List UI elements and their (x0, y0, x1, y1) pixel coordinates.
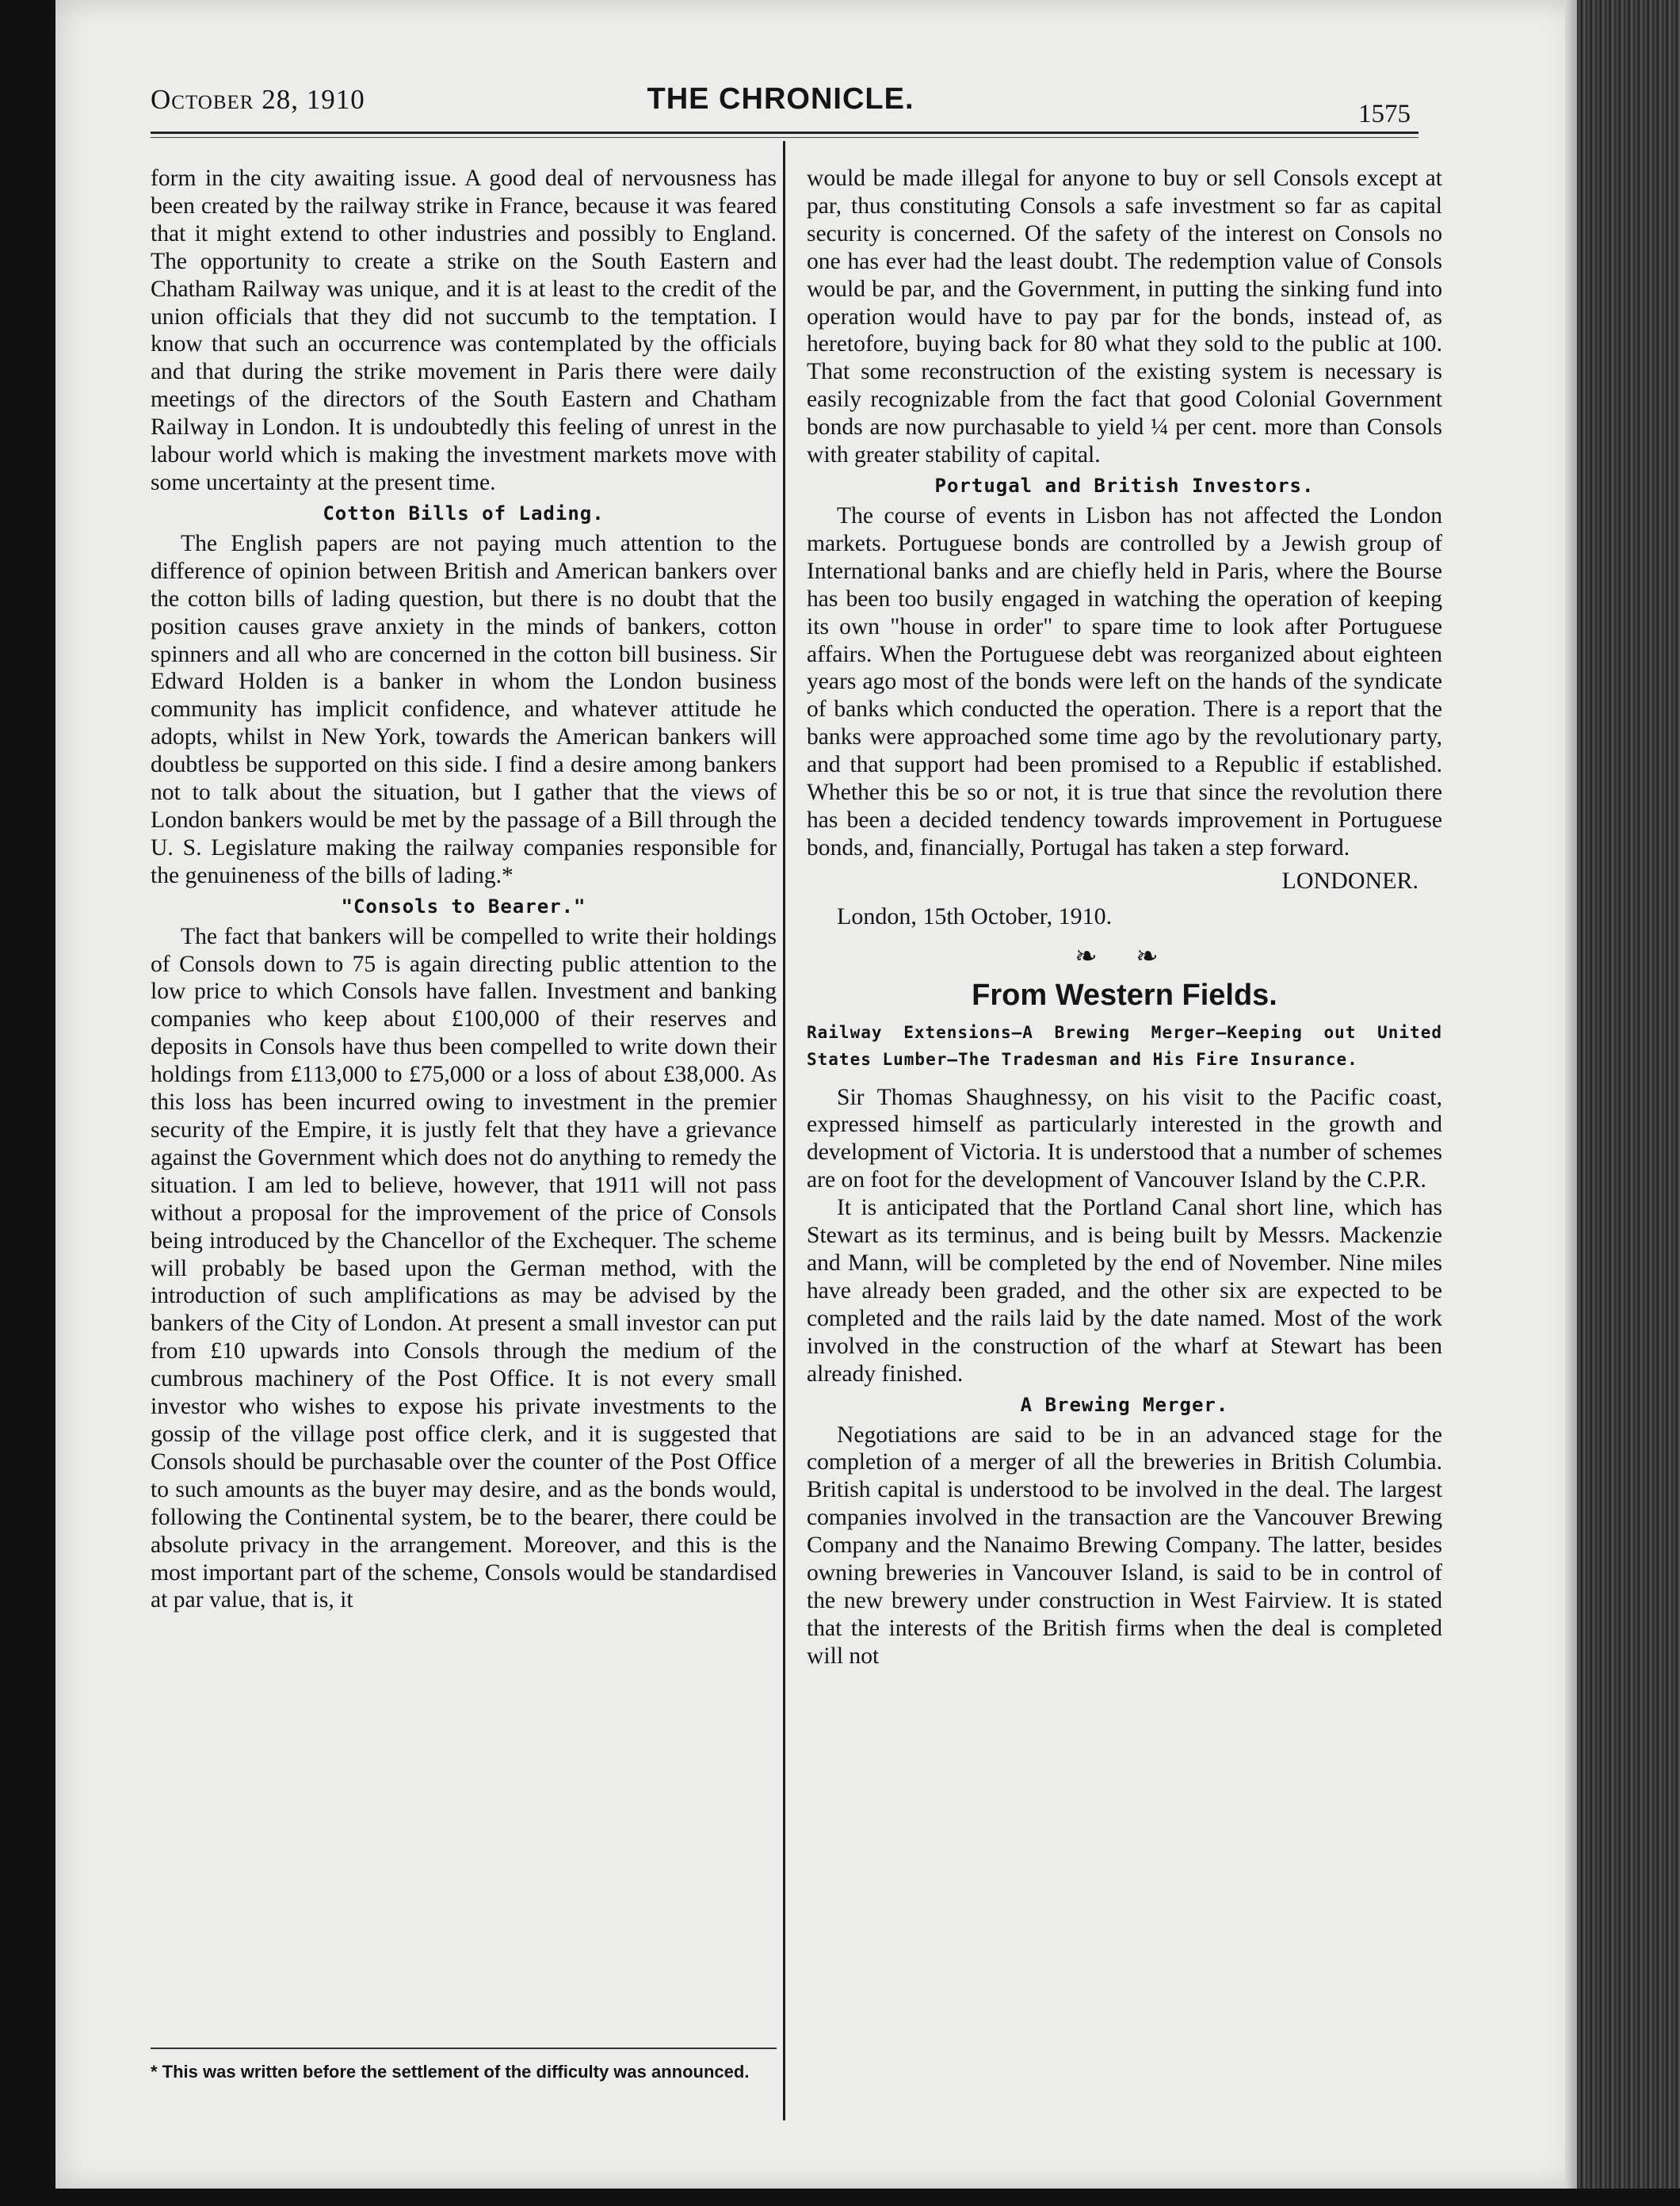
section-subtitle: Railway Extensions—A Brewing Merger—Keeping out United States Lumber—The Tradesman and His Fire Insurance. (807, 1022, 1442, 1069)
paragraph: It is anticipated that the Portland Canal short line, which has Stewart as its terminus, and is being built by Messrs. Mackenzie and Mann, will be completed by the end of November. Nine miles have already been graded, and the other six are expected to be completed and the rails laid by the date named. Most of the work involved in the construction of the wharf at Stewart has been already finished. (807, 1195, 1442, 1387)
footnote: * This was written before the settlement of the difficulty was announced. (151, 2062, 750, 2082)
left-column (151, 165, 777, 1614)
paragraph: would be made illegal for anyone to buy or sell Consols except at par, thus constituting Consols a safe investment so far as capital security is concerned. Of the safety of the interest on Consols no one has ever had the least doubt. The redemption value of Consols would be par, and the Government, in putting the sinking fund into operation would have to pay par for the bonds, instead of, as heretofore, buying back for 80 what they sold to the public at 100. That some reconstruction of the existing system is necessary is easily recognizable from the fact that good Colonial Government bonds are now purchasable to yield ¼ per cent. more than Consols with greater stability of capital. (807, 166, 1442, 468)
dateline: London, 15th October, 1910. (837, 903, 1113, 929)
header-rule (151, 132, 1418, 134)
paragraph: Sir Thomas Shaughnessy, on his visit to the Pacific coast, expressed himself as particularly interested in the growth and development of Victoria. It is understood that a number of schemes are on foot for the development of Vancouver Island by the C.P.R. (807, 1084, 1442, 1193)
issue-date: October 28, 1910 (151, 84, 365, 115)
section-title: From Western Fields. (972, 978, 1277, 1012)
subheading-brewing-merger: A Brewing Merger. (1020, 1393, 1229, 1416)
right-column (807, 165, 1442, 1670)
page-number: 1575 (1358, 100, 1411, 128)
subheading-consols-to-bearer: "Consols to Bearer." (341, 895, 586, 918)
author-signature: LONDONER. (1281, 867, 1418, 894)
scan-bottom-margin (0, 2189, 1680, 2206)
paragraph: form in the city awaiting issue. A good deal of nervousness has been created by the railway strike in France, because it was feared that it might extend to other industries and possibly to England. The opportunity to create a strike on the South Eastern and Chatham Railway was unique, and it is at least to the credit of the union officials that they did not succumb to the temptation. I know that such an occurrence was contemplated by the officials and that during the strike movement in Paris there were daily meetings of the directors of the South Eastern and Chatham Railway in London. It is undoubtedly this feeling of unrest in the labour world which is making the investment markets move with some uncertainty at the present time. (151, 166, 777, 495)
paragraph: Negotiations are said to be in an advanced stage for the completion of a merger of all the breweries in British Columbia. British capital is understood to be involved in the deal. The largest companies involved in the transaction are the Vancouver Brewing Company and the Nanaimo Brewing Company. The latter, besides owning breweries in Vancouver Island, is said to be in control of the new brewery under construction in West Fairview. It is stated that the interests of the British firms when the deal is completed will not (807, 1422, 1442, 1669)
subheading-portugal: Portugal and British Investors. (934, 474, 1315, 497)
subheading-cotton-bills: Cotton Bills of Lading. (323, 502, 605, 525)
fleuron-ornament-icon: ❧ ❧ (1075, 941, 1174, 971)
paragraph: The fact that bankers will be compelled to write their holdings of Consols down to 75 is again directing public attention to the low price to which Consols have fallen. Investment and banking companies who keep about £100,000 of their reserves and deposits in Consols have thus been compelled to write down their holdings from £113,000 to £75,000 or a loss of about £38,000. As this loss has been incurred owing to investment in the premier security of the Empire, it is justly felt that they have a grievance against the Government which does not do anything to remedy the situation. I am led to believe, however, that 1911 will not pass without a proposal for the improvement of the price of Consols being introduced by the Chancellor of the Exchequer. The scheme will probably be based upon the German method, with the introduction of such amplifications as may be advised by the bankers of the City of London. At present a small investor can put from £10 upwards into Consols through the medium of the cumbrous machinery of the Post Office. It is not every small investor who wishes to expose his private investments to the gossip of the village post office clerk, and it is suggested that Consols should be purchasable over the counter of the Post Office to such amounts as the buyer may desire, and as the bonds would, following the Continental system, be to the bearer, there could be absolute privacy in the arrangement. Moreover, and this is the most important part of the scheme, Consols would be standardised at par value, that is, it (151, 923, 777, 1613)
paragraph: The course of events in Lisbon has not affected the London markets. Portuguese bonds are controlled by a Jewish group of International banks and are chiefly held in Paris, where the Bourse has been too busily engaged in watching the operation of keeping its own "house in order" to spare time to look after Portuguese affairs. When the Portuguese debt was reorganized about eighteen years ago most of the bonds were left on the hands of the syndicate of banks which conducted the operation. There is a report that the banks were approached some time ago by the revolutionary party, and that support had been promised to a Republic if established. Whether this be so or not, it is true that since the revolution there has been a decided tendency towards improvement in Portuguese bonds, and, financially, Portugal has taken a step forward. (807, 502, 1442, 861)
paragraph: The English papers are not paying much attention to the difference of opinion between British and American bankers over the cotton bills of lading question, but there is no doubt that the position causes grave anxiety in the minds of bankers, cotton spinners and all who are concerned in the cotton bill business. Sir Edward Holden is a banker in whom the London business community has implicit confidence, and whatever attitude he adopts, whilst in New York, towards the American bankers will doubtless be supported on this side. I find a desire among bankers not to talk about the situation, but I gather that the views of London bankers would be met by the passage of a Bill through the U. S. Legislature making the railway companies responsible for the genuineness of the bills of lading.* (151, 530, 777, 888)
book-binding (1577, 0, 1680, 2206)
scan-left-margin (0, 0, 55, 2206)
column-divider (783, 141, 785, 2120)
header-rule-thin (151, 137, 1418, 138)
footnote-rule (151, 2048, 777, 2049)
running-head (151, 79, 1411, 127)
publication-title: THE CHRONICLE. (647, 82, 914, 116)
